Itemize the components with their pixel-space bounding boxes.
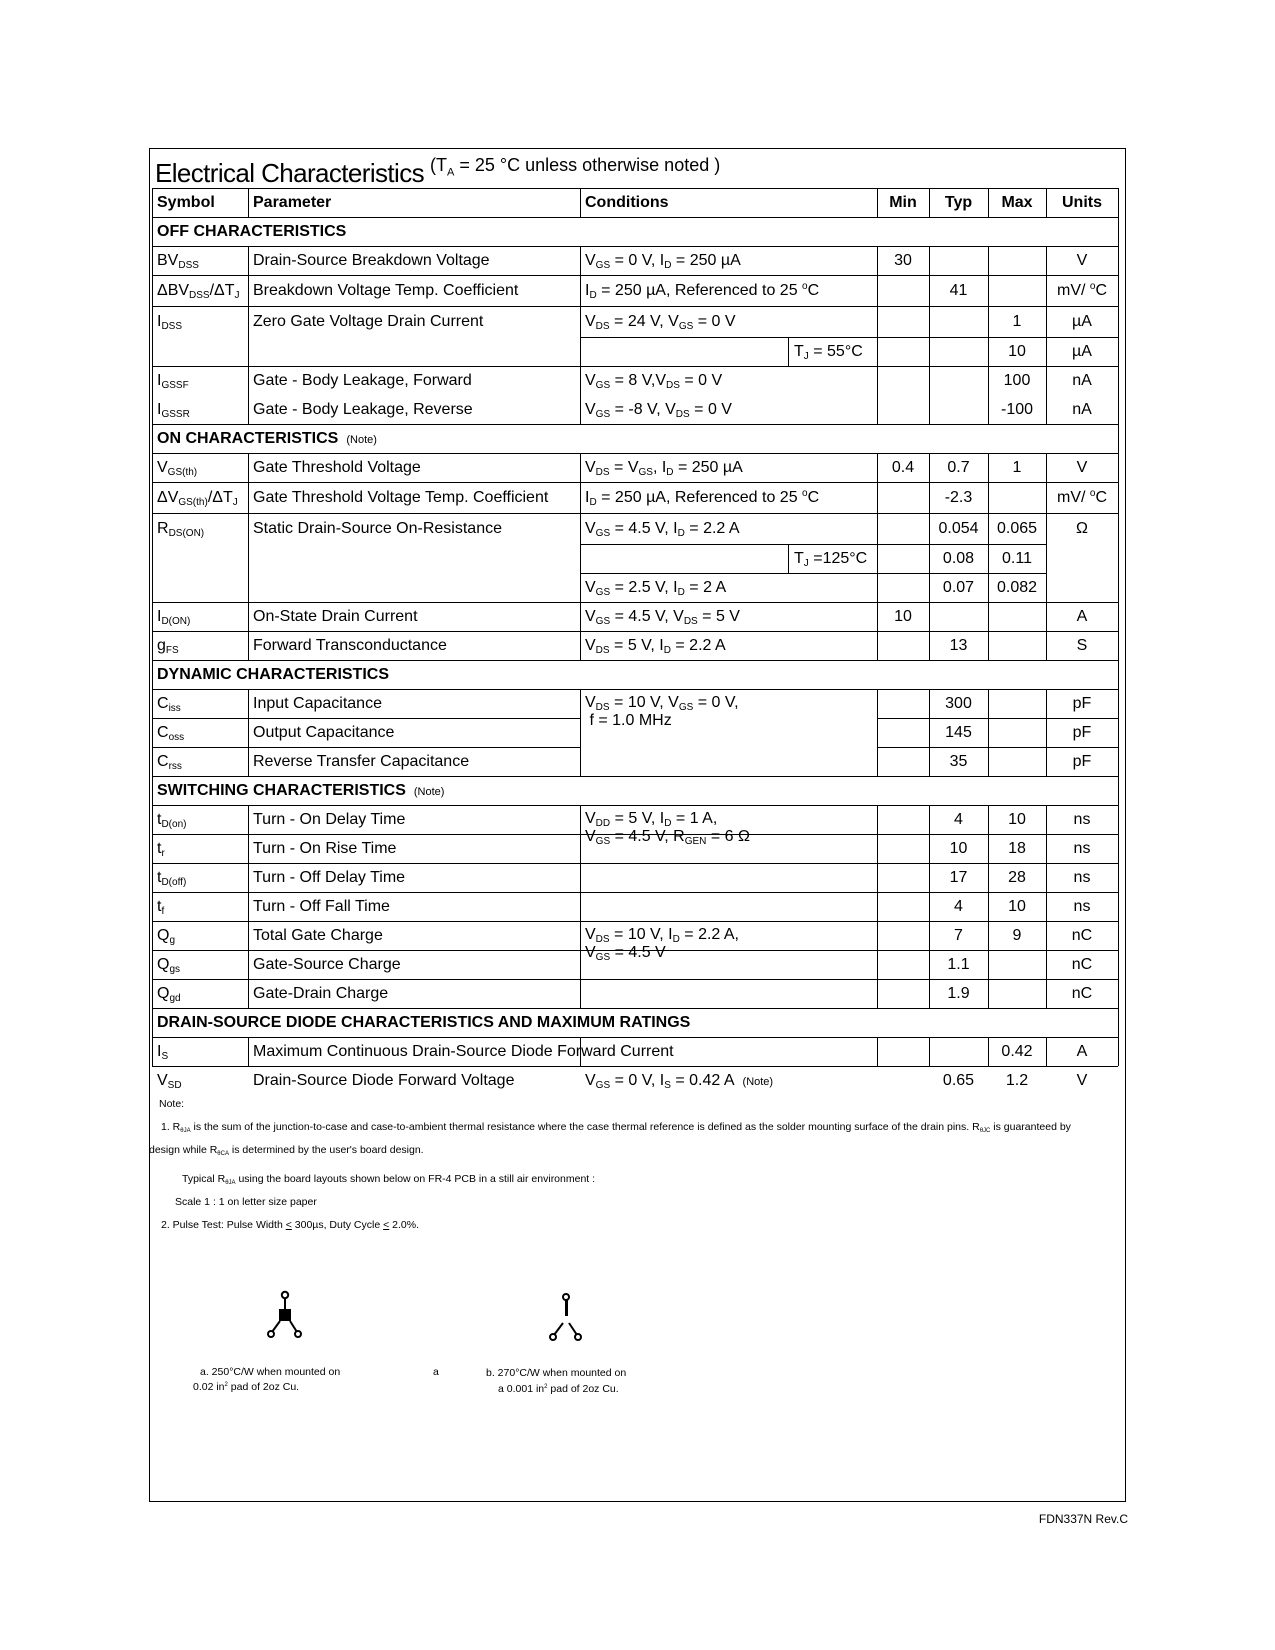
idss-conditions: $V_{DS} = 24$ V, $V_{GS} = 0$ V <box>585 312 736 332</box>
col-rule <box>152 188 153 1066</box>
col-rule <box>580 453 581 660</box>
row-rule <box>152 482 1118 483</box>
rdson-symbol: $R_{DS(ON)}$ <box>157 519 205 539</box>
col-rule <box>248 1037 249 1066</box>
gate-charge-conditions: $V_{DS} = 10$ V, $I_D = 2.2$ A, $V_{GS} = 4.5$ V <box>585 926 739 963</box>
row-rule-partial <box>1046 337 1118 338</box>
col-rule <box>988 689 989 776</box>
rdson-typ: 0.054 <box>938 519 979 537</box>
header-min: Min <box>889 193 917 211</box>
row-rule-partial <box>152 979 580 980</box>
tdoff-typ: 17 <box>949 868 968 886</box>
qg-max: 9 <box>1012 926 1022 944</box>
bvdss-parameter: Drain-Source Breakdown Voltage <box>253 251 490 269</box>
rdson-parameter: Static Drain-Source On-Resistance <box>253 519 502 537</box>
note-1a: 1. $R_{\theta JA}$ is the sum of the junction-to-case and case-to-ambient thermal resistance where the case thermal reference is defined as the solder mounting surface of the drain pins. $R_{\theta JC}$ is guaranteed by <box>161 1121 1071 1134</box>
col-rule <box>248 805 249 1008</box>
caption-a-line1: a. 250°C/W when mounted on <box>200 1366 341 1378</box>
row-rule-partial <box>152 747 580 748</box>
tdon-symbol: $t_{D(on)}$ <box>157 810 187 830</box>
col-rule <box>580 188 581 217</box>
merge-mask <box>1047 573 1118 574</box>
ciss-units: pF <box>1072 694 1092 712</box>
tj-divider <box>788 544 789 573</box>
merge-mask <box>249 337 580 338</box>
col-rule <box>1046 453 1047 660</box>
dvgsth-typ: -2.3 <box>944 488 973 506</box>
row-rule <box>152 217 1118 218</box>
col-rule <box>988 246 989 424</box>
row-rule-partial <box>877 979 1118 980</box>
footer-revision: FDN337N Rev.C <box>1038 1512 1128 1526</box>
col-rule <box>580 689 581 776</box>
rdson-max: 0.065 <box>996 519 1038 537</box>
idss-max: 1 <box>1012 312 1022 330</box>
gfs-conditions: $V_{DS} = 5$ V, $I_D = 2.2$ A <box>585 636 726 656</box>
ciss-typ: 300 <box>945 694 972 712</box>
vsd-max: 1.2 <box>1005 1071 1029 1089</box>
qgd-parameter: Gate-Drain Charge <box>253 984 389 1002</box>
header-symbol: Symbol <box>157 193 215 211</box>
row-rule-partial <box>152 834 580 835</box>
igssr-symbol: $I_{GSSR}$ <box>157 400 190 420</box>
bvdss-conditions: $V_{GS} = 0$ V, $I_D = 250$ µA <box>585 251 741 271</box>
row-rule <box>152 689 1118 690</box>
row-rule-partial <box>877 834 1118 835</box>
is-units: A <box>1076 1042 1088 1060</box>
col-rule <box>877 689 878 776</box>
row-rule <box>152 602 1118 603</box>
rdson3-conditions: $V_{GS} = 2.5$ V, $I_D = 2$ A <box>585 578 727 598</box>
capacitance-conditions: $V_{DS} = 10$ V, $V_{GS} = 0$ V, f = 1.0 MHz <box>585 694 739 729</box>
idon-parameter: On-State Drain Current <box>253 607 418 625</box>
dvgsth-units: mV/ $^o$C <box>1056 487 1107 506</box>
row-rule <box>152 1037 1118 1038</box>
is-parameter: Maximum Continuous Drain-Source Diode Forward Current <box>253 1042 674 1060</box>
section-off: OFF CHARACTERISTICS <box>157 222 347 240</box>
row-rule-partial <box>877 863 1118 864</box>
qgs-symbol: $Q_{gs}$ <box>157 955 181 975</box>
idon-conditions: $V_{GS} = 4.5$ V, $V_{DS} = 5$ V <box>585 607 740 627</box>
row-rule <box>152 275 1118 276</box>
col-rule <box>248 689 249 776</box>
col-rule <box>877 453 878 660</box>
is-max: 0.42 <box>1001 1042 1033 1060</box>
merge-mask <box>249 544 580 545</box>
rdson3-max: 0.082 <box>996 578 1038 596</box>
row-rule <box>152 453 1118 454</box>
title-main: Electrical Characteristics <box>155 158 425 188</box>
row-rule <box>152 1066 1118 1067</box>
section-switching: SWITCHING CHARACTERISTICS (Note) <box>157 781 445 799</box>
igssr-parameter: Gate - Body Leakage, Reverse <box>253 400 473 418</box>
tf-parameter: Turn - Off Fall Time <box>253 897 390 915</box>
pad-layout-a-icon <box>265 1290 305 1340</box>
caption-mid: a <box>433 1366 439 1378</box>
pad-layout-b-icon <box>546 1293 586 1343</box>
qgs-typ: 1.1 <box>947 955 970 973</box>
merge-mask <box>153 544 248 545</box>
col-rule <box>580 805 581 1008</box>
tdon-units: ns <box>1073 810 1091 828</box>
rdson-conditions: $V_{GS} = 4.5$ V, $I_D = 2.2$ A <box>585 519 740 539</box>
idss2-conditions: $T_J = 55^\circ C$ <box>794 342 863 362</box>
title-condition: ($T_A = 25$ °C unless otherwise noted ) <box>430 155 721 179</box>
note-label: Note: <box>159 1098 185 1110</box>
col-rule <box>877 1037 878 1066</box>
vgsth-conditions: $V_{DS} = V_{GS}$, $I_D = 250$ µA <box>585 458 743 478</box>
header-max: Max <box>1001 193 1033 211</box>
idss2-max: 10 <box>1008 342 1026 360</box>
tr-parameter: Turn - On Rise Time <box>253 839 397 857</box>
crss-units: pF <box>1072 752 1092 770</box>
section-diode: DRAIN-SOURCE DIODE CHARACTERISTICS AND MAXIMUM RATINGS <box>157 1013 691 1031</box>
row-rule-partial <box>877 747 1118 748</box>
row-rule-partial <box>580 573 1046 574</box>
header-typ: Typ <box>944 193 973 211</box>
qgs-units: nC <box>1071 955 1093 973</box>
tdoff-parameter: Turn - Off Delay Time <box>253 868 406 886</box>
rdson2-conditions: $T_J =125^\circ C$ <box>794 549 868 569</box>
igssf-conditions: $V_{GS} = 8$ $V,V_{DS} = 0$ V <box>585 371 723 391</box>
header-parameter: Parameter <box>253 193 332 211</box>
tr-units: ns <box>1073 839 1091 857</box>
idss-parameter: Zero Gate Voltage Drain Current <box>253 312 484 330</box>
gfs-units: S <box>1076 636 1088 654</box>
tdoff-units: ns <box>1073 868 1091 886</box>
tdon-typ: 4 <box>954 810 963 828</box>
bvdss-min: 30 <box>894 251 912 269</box>
gfs-symbol: $g_{FS}$ <box>157 636 179 656</box>
crss-symbol: $C_{rss}$ <box>157 752 182 772</box>
row-rule <box>152 805 1118 806</box>
idss-units: µA <box>1072 312 1092 330</box>
igssr-conditions: $V_{GS} = -8$ V, $V_{DS} = 0$ V <box>585 400 732 420</box>
vgsth-min: 0.4 <box>891 458 915 476</box>
idss2-units: µA <box>1072 342 1092 360</box>
tdoff-symbol: $t_{D(off)}$ <box>157 868 187 888</box>
tf-symbol: $t_f$ <box>157 897 165 917</box>
tf-typ: 4 <box>954 897 963 915</box>
qg-symbol: $Q_g$ <box>157 926 176 946</box>
row-rule-partial <box>877 718 1118 719</box>
tf-max: 10 <box>1008 897 1026 915</box>
coss-parameter: Output Capacitance <box>253 723 395 741</box>
row-rule-partial <box>152 863 580 864</box>
qgd-units: nC <box>1071 984 1093 1002</box>
merge-mask <box>249 573 580 574</box>
row-rule <box>152 631 1118 632</box>
caption-b-line1: b. 270°C/W when mounted on <box>486 1367 627 1379</box>
row-rule-partial <box>877 892 1118 893</box>
vgsth-units: V <box>1076 458 1088 476</box>
qg-typ: 7 <box>954 926 963 944</box>
row-rule <box>152 306 1118 307</box>
col-rule <box>248 453 249 660</box>
vsd-note-tag: (Note) <box>742 1075 774 1088</box>
row-rule-partial <box>152 718 580 719</box>
idon-units: A <box>1076 607 1088 625</box>
tr-typ: 10 <box>949 839 968 857</box>
crss-parameter: Reverse Transfer Capacitance <box>253 752 470 770</box>
dbvdss-symbol: $\Delta BV_{DSS}/\Delta T_J$ <box>157 281 240 301</box>
vsd-parameter: Drain-Source Diode Forward Voltage <box>253 1071 515 1089</box>
dbvdss-typ: 41 <box>949 281 968 299</box>
row-rule <box>152 776 1118 777</box>
note-1b: design while $R_{\theta CA}$ is determined by the user's board design. <box>149 1144 424 1157</box>
coss-units: pF <box>1072 723 1092 741</box>
row-rule-partial <box>152 950 580 951</box>
tdon-max: 10 <box>1008 810 1026 828</box>
vsd-symbol: $V_{SD}$ <box>157 1071 182 1091</box>
col-rule <box>877 246 878 424</box>
rdson-units: Ω <box>1076 519 1088 537</box>
dvgsth-parameter: Gate Threshold Voltage Temp. Coefficient <box>253 488 549 506</box>
header-units: Units <box>1062 193 1102 211</box>
idss-symbol: $I_{DSS}$ <box>157 312 183 332</box>
note-2: 2. Pulse Test: Pulse Width < 300µs, Duty Cycle < 2.0%. <box>161 1219 420 1231</box>
note-1d: Scale 1 : 1 on letter size paper <box>175 1196 317 1208</box>
col-rule <box>1118 188 1119 1066</box>
col-rule <box>580 246 581 424</box>
ciss-symbol: $C_{iss}$ <box>157 694 181 714</box>
vgsth-parameter: Gate Threshold Voltage <box>253 458 421 476</box>
idon-min: 10 <box>894 607 912 625</box>
col-rule <box>248 246 249 424</box>
col-rule <box>1046 246 1047 424</box>
row-rule-partial <box>580 544 1046 545</box>
qgd-symbol: $Q_{gd}$ <box>157 984 181 1004</box>
section-dynamic: DYNAMIC CHARACTERISTICS <box>157 665 389 683</box>
caption-b-line2: a 0.001 $in^2$ pad of 2oz Cu. <box>498 1383 619 1395</box>
ciss-parameter: Input Capacitance <box>253 694 382 712</box>
merge-mask <box>1047 544 1118 545</box>
row-rule-partial <box>152 892 580 893</box>
header-conditions: Conditions <box>585 193 669 211</box>
row-rule <box>152 246 1118 247</box>
tf-units: ns <box>1073 897 1091 915</box>
row-rule-partial <box>580 337 1046 338</box>
col-rule <box>248 188 249 217</box>
igssf-parameter: Gate - Body Leakage, Forward <box>253 371 472 389</box>
tr-max: 18 <box>1008 839 1026 857</box>
note-1c: Typical $R_{\theta JA}$ using the board layouts shown below on FR-4 PCB in a still air environment : <box>182 1173 596 1186</box>
qgd-typ: 1.9 <box>947 984 970 1002</box>
is-symbol: $I_S$ <box>157 1042 169 1062</box>
caption-a-line2: 0.02 $in^2$ pad of 2oz Cu. <box>193 1381 300 1393</box>
row-rule <box>152 188 1118 189</box>
rdson3-typ: 0.07 <box>942 578 975 596</box>
vsd-units: V <box>1076 1071 1088 1089</box>
vgsth-typ: 0.7 <box>947 458 970 476</box>
row-rule <box>152 1008 1118 1009</box>
tj-divider <box>788 337 789 366</box>
rdson2-typ: 0.08 <box>942 549 975 567</box>
row-rule <box>152 660 1118 661</box>
coss-symbol: $C_{oss}$ <box>157 723 185 743</box>
rdson2-max: 0.11 <box>1002 549 1032 567</box>
vsd-conditions: $V_{GS} = 0$ V, $I_S = 0.42$ A (Note) <box>585 1071 774 1091</box>
idon-symbol: $I_{D(ON)}$ <box>157 607 191 627</box>
dbvdss-units: mV/ $^o$C <box>1056 280 1107 299</box>
dbvdss-conditions: $I_D = 250$ µA, Referenced to 25 $^o$C <box>585 280 820 301</box>
qg-parameter: Total Gate Charge <box>253 926 383 944</box>
gfs-typ: 13 <box>949 636 968 654</box>
row-rule <box>152 513 1118 514</box>
switching-conditions: $V_{DD} = 5$ V, $I_D = 1$ A, $V_{GS} = 4.5$ V, $R_{GEN} = 6$ Ω <box>585 810 750 847</box>
row-rule <box>152 424 1118 425</box>
dvgsth-symbol: $\Delta V_{GS(th)}/\Delta T_J$ <box>157 488 238 508</box>
qgs-parameter: Gate-Source Charge <box>253 955 401 973</box>
tr-symbol: $t_r$ <box>157 839 165 859</box>
col-rule <box>929 246 930 424</box>
igssr-units: nA <box>1072 400 1092 418</box>
igssf-symbol: $I_{GSSF}$ <box>157 371 189 391</box>
vsd-typ: 0.65 <box>942 1071 975 1089</box>
merge-mask <box>153 337 248 338</box>
vgsth-symbol: $V_{GS(th)}$ <box>157 458 198 478</box>
page-title <box>155 152 1115 188</box>
dbvdss-parameter: Breakdown Voltage Temp. Coefficient <box>253 281 519 299</box>
row-rule <box>152 366 1118 367</box>
qg-units: nC <box>1071 926 1093 944</box>
dvgsth-conditions: $I_D = 250$ µA, Referenced to 25 $^o$C <box>585 487 820 508</box>
row-rule <box>152 921 1118 922</box>
crss-typ: 35 <box>949 752 968 770</box>
tdon-parameter: Turn - On Delay Time <box>253 810 406 828</box>
igssr-max: -100 <box>1000 400 1034 418</box>
tdoff-max: 28 <box>1008 868 1026 886</box>
merge-mask <box>153 573 248 574</box>
section-on: ON CHARACTERISTICS (Note) <box>157 429 377 447</box>
col-rule <box>877 805 878 1008</box>
coss-typ: 145 <box>945 723 972 741</box>
col-rule <box>929 1037 930 1066</box>
bvdss-symbol: $BV_{DSS}$ <box>157 251 199 271</box>
igssf-units: nA <box>1072 371 1092 389</box>
gfs-parameter: Forward Transconductance <box>253 636 447 654</box>
bvdss-units: V <box>1076 251 1088 269</box>
igssf-max: 100 <box>1003 371 1031 389</box>
row-rule-partial <box>877 950 1118 951</box>
vgsth-max: 1 <box>1012 458 1022 476</box>
